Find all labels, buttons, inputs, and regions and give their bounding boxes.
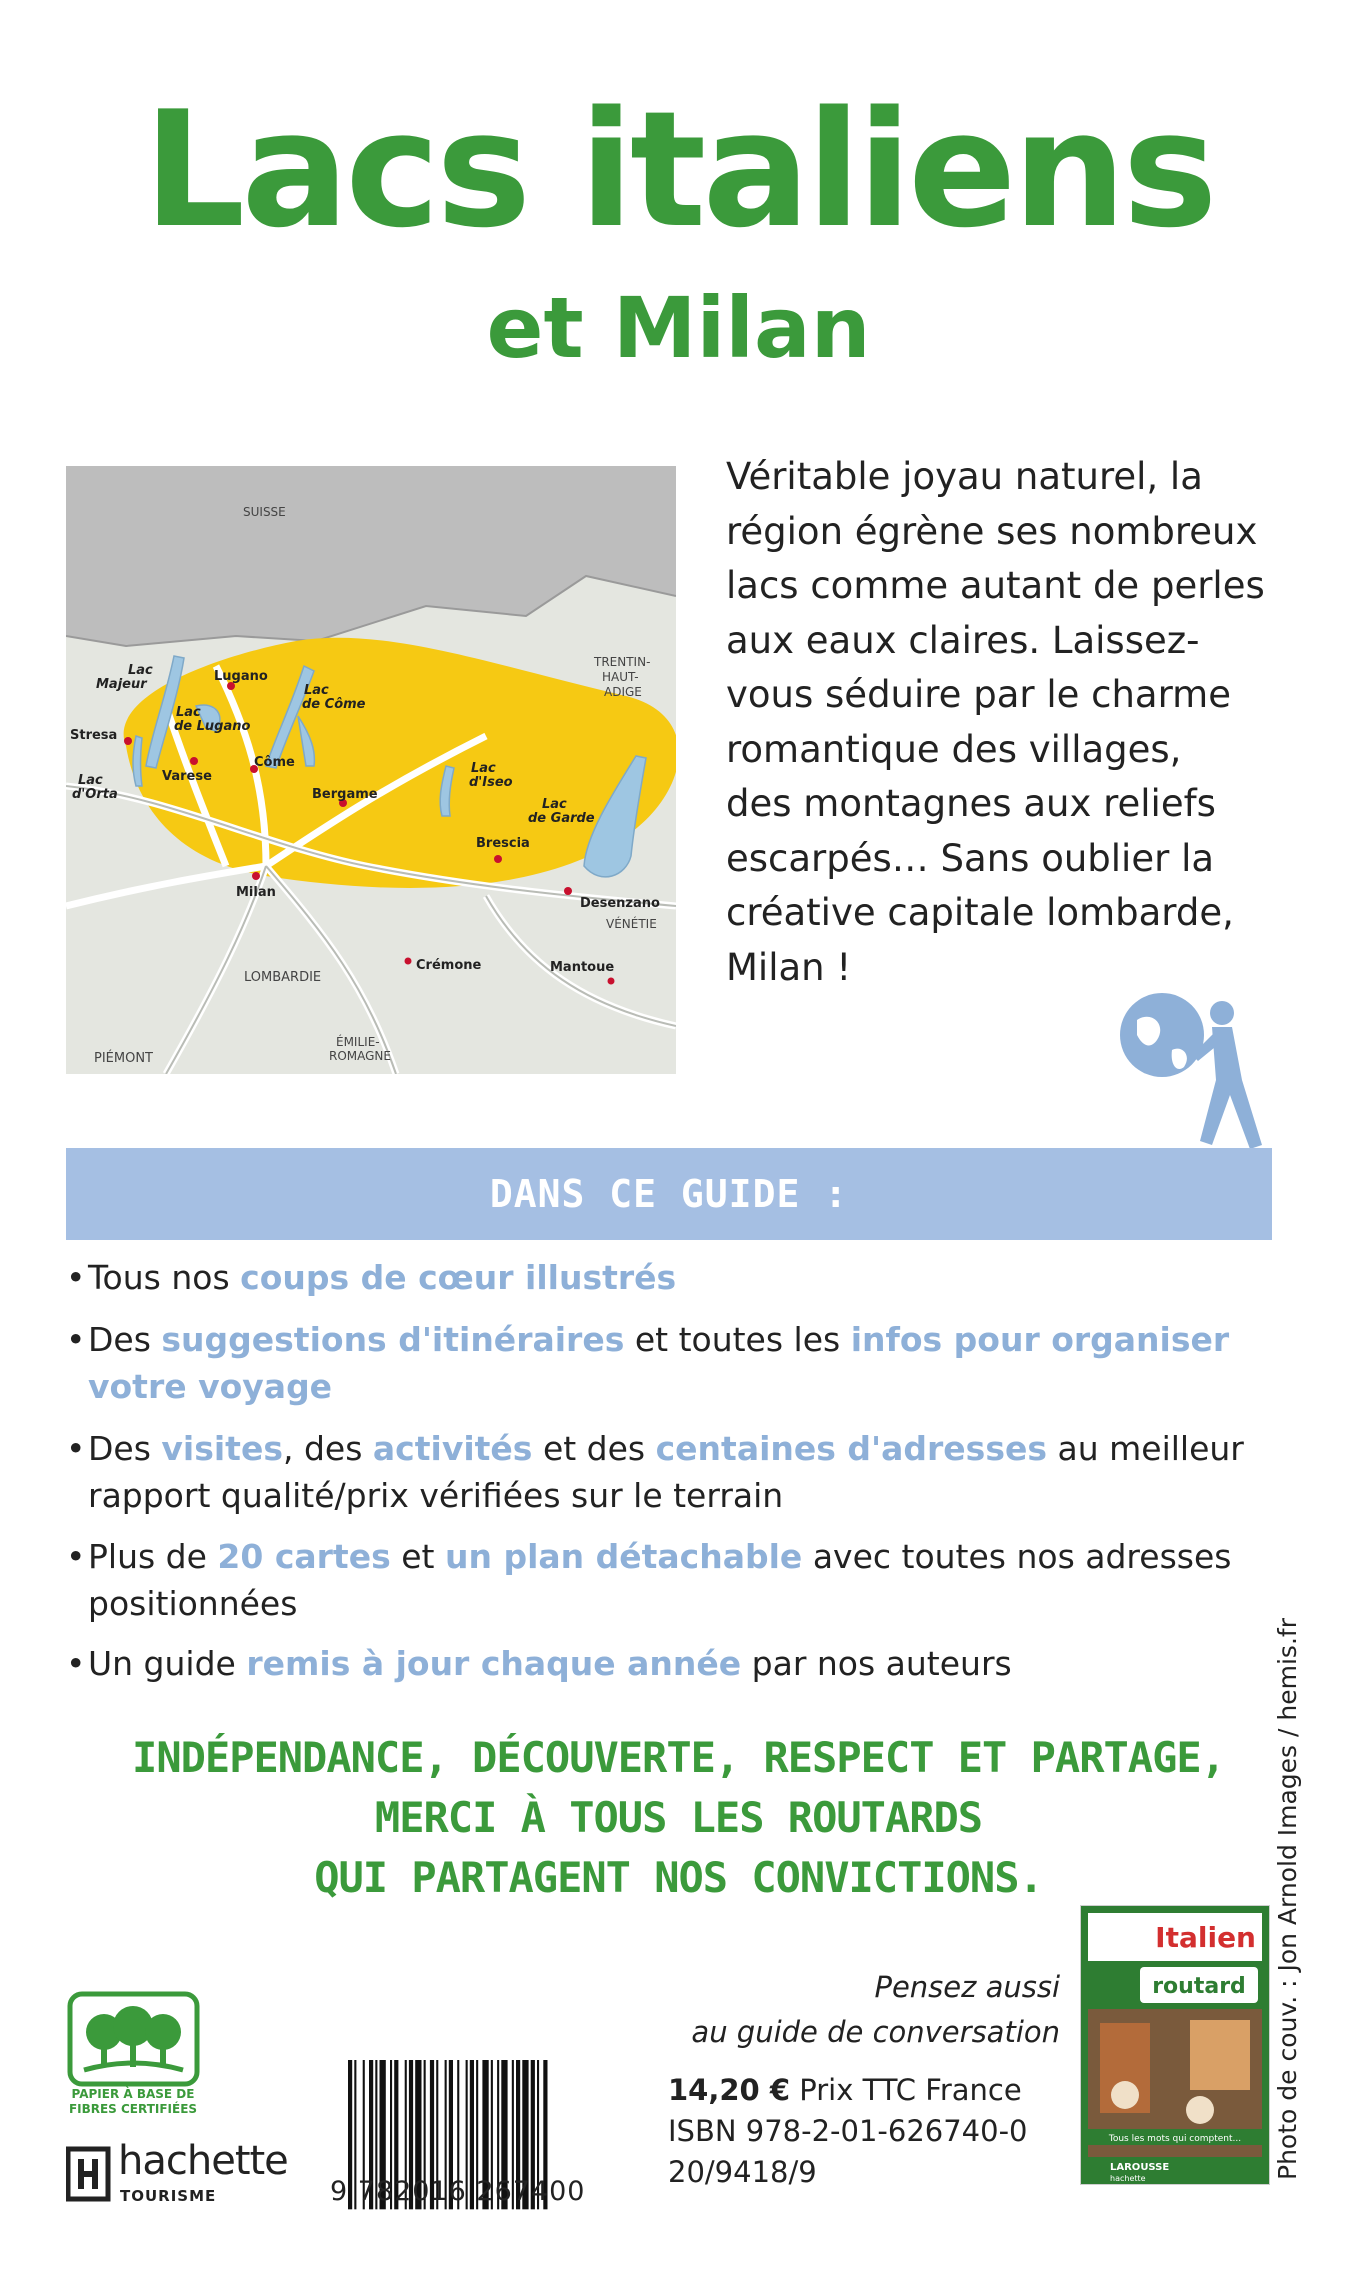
label-come: Côme [254,755,295,770]
label-mantoue: Mantoue [550,960,615,975]
internal-code: 20/9418/9 [668,2155,817,2189]
eco-line: FIBRES CERTIFIÉES [68,2102,198,2116]
intro-line: romantique des villages, [726,727,1182,771]
label-lac-majeur-2: Majeur [96,677,147,692]
conversation-guide-promo [620,1965,1060,2055]
intro-line: Véritable joyau naturel, la [726,455,1203,498]
label-venetie: VÉNÉTIE [606,917,657,931]
publisher-sub: TOURISME [120,2187,217,2205]
eco-line: PAPIER À BASE DE [71,2087,195,2101]
certified-paper-text [58,2087,208,2117]
label-lac-orta-2: d'Orta [72,787,118,802]
intro-line: créative capitale lombarde, [726,891,1234,934]
bullet-highlight: centaines d'adresses [655,1429,1047,1468]
label-lac-come-1: Lac [304,683,329,698]
routard-walker-icon [1112,985,1282,1160]
price-block [668,2070,1048,2193]
intro-line: escarpés… Sans oublier la [726,836,1215,880]
book-title: Lacs italiens [143,76,1214,263]
list-item: •Plus de 20 cartes et un plan détachable avec toutes nos adresses positionnées [66,1533,1276,1627]
intro-line: Milan ! [726,945,852,989]
label-lac-iseo-1: Lac [471,761,496,776]
lake-orta [133,736,142,786]
bullet-text: et [390,1537,445,1576]
bullet-text: Des [88,1320,162,1359]
label-desenzano: Desenzano [580,896,660,911]
conversation-guide-cover [1080,1905,1270,2185]
cover-tagline: Tous les mots qui comptent... [1108,2134,1242,2144]
dot-cremone [405,958,412,965]
list-item: •Un guide remis à jour chaque année par nos auteurs [66,1644,1012,1683]
label-lac-lugano-1: Lac [176,705,201,720]
label-milan: Milan [236,885,276,900]
intro-paragraph [726,450,1326,995]
label-lac-garde-1: Lac [542,797,567,812]
intro-line: aux eaux claires. Laissez- [726,618,1200,662]
label-brescia: Brescia [476,836,530,851]
guide-heading: DANS CE GUIDE : [489,1172,849,1216]
bullet-highlight: activités [372,1429,533,1468]
bullet-text: Tous nos [88,1258,241,1297]
photo-credit: Photo de couv. : Jon Arnold Images / hemis.fr [1273,1618,1302,2180]
label-lac-come-2: de Côme [302,697,366,712]
label-stresa: Stresa [70,728,118,743]
price-amount: 14,20 € [668,2073,791,2107]
label-lombardie: LOMBARDIE [244,970,322,985]
label-emilie-1: ÉMILIE- [336,1035,380,1049]
bullet-text: , des [282,1429,373,1468]
label-suisse: SUISSE [243,505,286,519]
label-lac-majeur-1: Lac [128,663,153,678]
list-item: •Des suggestions d'itinéraires et toutes les infos pour organiser votre voyage [66,1320,1230,1406]
list-item: •Tous nos coups de cœur illustrés [66,1258,677,1297]
label-emilie-2: ROMAGNE [329,1049,391,1063]
bullet-highlight: suggestions d'itinéraires [161,1320,625,1359]
guide-heading-band [66,1148,1272,1240]
bullet-text: Des [88,1429,162,1468]
cover-brand: routard [1152,1974,1246,1999]
barcode-digits: 9 782016 267400 [330,2176,586,2207]
price-label: Prix TTC France [790,2073,1022,2107]
label-bergame: Bergame [312,787,378,802]
list-item: •Des visites, des activités et des centaines d'adresses au meilleur rapport qualité/prix vérifiées sur le terrain [66,1425,1276,1519]
isbn: ISBN 978-2-01-626740-0 [668,2114,1028,2148]
bullet-highlight: remis à jour chaque année [246,1644,742,1683]
slogan [0,1728,1357,1908]
bullet-text: Un guide [88,1644,247,1683]
promo-line: Pensez aussi [874,1970,1060,2004]
region-map [66,466,676,1074]
label-lac-lugano-2: de Lugano [174,719,251,734]
label-trentin-1: TRENTIN- [594,655,651,669]
intro-line: vous séduire par le charme [726,673,1231,716]
bullet-text: et des [532,1429,656,1468]
bullet-highlight: infos pour organiser [850,1320,1230,1359]
label-trentin-3: ADIGE [604,685,642,699]
bullet-text: par nos auteurs [741,1644,1012,1683]
bullet-text: avec toutes nos adresses [802,1537,1232,1576]
intro-line: des montagnes aux reliefs [726,782,1216,825]
label-cremone: Crémone [416,958,482,973]
bullet-text: positionnées [88,1584,298,1623]
dot-mantoue [608,978,615,985]
bullet-text: rapport qualité/prix vérifiées sur le terrain [88,1476,784,1515]
label-lac-iseo-2: d'Iseo [469,775,513,790]
cover-publisher-2: hachette [1110,2174,1146,2183]
globe-icon [1120,993,1204,1077]
label-lugano: Lugano [214,669,268,684]
bullet-highlight: votre voyage [88,1367,333,1406]
price-line [668,2070,1048,2111]
intro-line: lacs comme autant de perles [726,564,1265,607]
bullet-highlight: visites [161,1429,283,1468]
slogan-line: INDÉPENDANCE, DÉCOUVERTE, RESPECT ET PARTAGE, [132,1733,1225,1782]
intro-line: région égrène ses nombreux [726,509,1258,553]
slogan-line: MERCI À TOUS LES ROUTARDS [374,1793,983,1842]
bullet-highlight: un plan détachable [444,1537,803,1576]
label-lac-orta-1: Lac [78,773,103,788]
book-subtitle: et Milan [486,279,871,377]
label-lac-garde-2: de Garde [528,811,595,826]
cover-publisher: LAROUSSE [1110,2162,1170,2173]
bullet-highlight: coups de cœur illustrés [240,1258,677,1297]
label-trentin-2: HAUT- [602,670,639,684]
promo-line: au guide de conversation [691,2015,1060,2049]
publisher-name: hachette [118,2138,288,2184]
label-varese: Varese [162,769,212,784]
label-piemont: PIÉMONT [94,1051,154,1066]
bullet-text: au meilleur [1047,1429,1244,1468]
bullet-text: et toutes les [624,1320,851,1359]
bullet-highlight: 20 cartes [217,1537,391,1576]
slogan-line: QUI PARTAGENT NOS CONVICTIONS. [314,1853,1043,1902]
cover-title: Italien [1155,1921,1256,1954]
bullet-text: Plus de [88,1537,218,1576]
